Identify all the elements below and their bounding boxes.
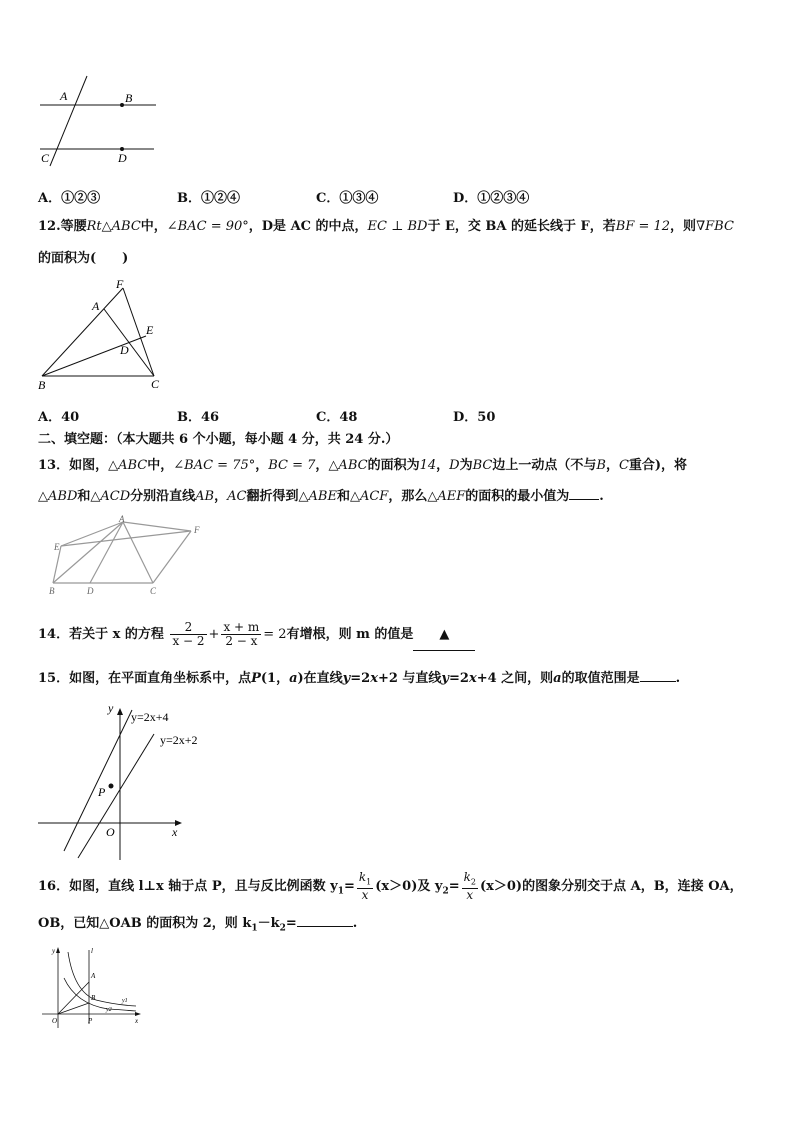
q16-answer-blank[interactable]	[297, 926, 353, 927]
curve-y1-label: y1	[122, 998, 128, 1004]
label-A: A	[119, 514, 125, 524]
q15-m4: x	[370, 671, 378, 686]
q13-t9: ，	[605, 458, 619, 473]
q15-m2: a	[289, 671, 298, 686]
q13-m3: BC = 7	[268, 458, 316, 473]
q11-option-c[interactable]: C．①③④	[316, 191, 379, 206]
q13-t15: 和	[336, 489, 350, 504]
triangle-icon: ▲	[439, 627, 450, 642]
q14-f2-num: x + m	[223, 620, 260, 634]
q16-line2	[38, 915, 357, 938]
q13-line2	[38, 488, 604, 506]
label-B: B	[38, 378, 46, 392]
axis-x-label: x	[135, 1017, 139, 1025]
point-B-label: B	[91, 994, 96, 1002]
q15-t6: =2	[448, 671, 469, 686]
q14-answer-blank[interactable]	[413, 620, 475, 651]
q14-fraction-1	[170, 621, 206, 648]
q16-period: .	[352, 916, 358, 931]
q16-eq1: =	[343, 879, 355, 894]
q12-math-1: Rt△ABC	[86, 219, 141, 234]
line-l-label: l	[91, 947, 93, 955]
point-A-label: A	[91, 972, 96, 980]
label-C: C	[151, 377, 160, 391]
origin-label: O	[52, 1017, 58, 1025]
q12-figure	[34, 276, 168, 396]
q15-t5: +2 与直线	[377, 671, 442, 686]
q15-answer-blank[interactable]	[640, 681, 676, 682]
q13-t2: 中，	[147, 458, 174, 473]
q13-m15: △ACF	[349, 489, 389, 504]
label-D: D	[87, 586, 94, 596]
origin-label: O	[106, 825, 115, 839]
q16-k1: k	[358, 869, 367, 884]
q11-option-b[interactable]: B．①②④	[177, 191, 240, 206]
q15-t8: 的取值范围是	[561, 671, 640, 686]
q13-t11: 和	[77, 489, 91, 504]
q16-t4: OB，已知△OAB 的面积为 2，则 k	[38, 916, 252, 931]
q14-f1-num: 2	[170, 621, 206, 635]
line2-label: y=2x+2	[160, 733, 198, 747]
label-B: B	[49, 586, 55, 596]
line1-label: y=2x+4	[131, 710, 169, 724]
q13-t6: ，	[436, 458, 450, 473]
q12-text-c: ，D是 AC 的中点，	[248, 219, 368, 234]
q13-t1: 13．如图，	[38, 458, 109, 473]
q15-m7: a	[553, 671, 562, 686]
q13-t8: 边上一动点（不与	[492, 458, 597, 473]
q14-text-a: 14．若关于 x 的方程	[38, 627, 164, 642]
q13-answer-blank[interactable]	[569, 499, 599, 500]
q15-m1: P	[251, 671, 261, 686]
q16-t2: (x＞0)及 y	[375, 879, 443, 894]
q14-plus: +	[208, 627, 220, 642]
q13-m8: B	[596, 458, 606, 473]
label-A: A	[60, 89, 68, 103]
q15-t3: )在直线	[297, 671, 343, 686]
q12-text-e: ，则	[670, 219, 697, 234]
q13-t4: ，	[315, 458, 329, 473]
q12-text-d: 于 E，交 BA 的延长线于 F，若	[427, 219, 616, 234]
q11-figure	[36, 72, 160, 168]
q12-option-b[interactable]: B．46	[177, 410, 220, 425]
q11-option-a[interactable]: A．①②③	[38, 191, 101, 206]
label-E: E	[54, 542, 60, 552]
q12-math-5: ∇FBC	[696, 219, 734, 234]
q13-t7: 为	[459, 458, 473, 473]
label-D: D	[120, 343, 129, 357]
q15-figure	[34, 698, 220, 864]
q13-m6: D	[449, 458, 460, 473]
q14-fraction-2	[221, 621, 261, 648]
q13-m16: AEF	[437, 489, 466, 504]
q13-m14: △ABE	[298, 489, 337, 504]
q13-figure	[45, 512, 215, 598]
q15-line	[38, 670, 680, 688]
q16-k2: k	[463, 869, 471, 884]
axis-y-label: y	[108, 701, 114, 715]
q15-t7: +4 之间，则	[476, 671, 554, 686]
q13-t14: 翻折得到	[246, 489, 299, 504]
q13-t13: ，	[214, 489, 228, 504]
q12-option-d[interactable]: D．50	[453, 410, 496, 425]
q11-option-d[interactable]: D．①②③④	[453, 191, 530, 206]
q13-m13: AC	[227, 489, 247, 504]
label-A: A	[92, 299, 100, 313]
curve-y2-label: y2	[106, 1007, 112, 1013]
q13-m5: 14	[419, 458, 437, 473]
q15-m3: y	[342, 671, 351, 686]
label-F: F	[116, 277, 124, 291]
q16-s2: 2	[279, 923, 286, 934]
q14-f2-den: 2 − x	[225, 634, 258, 648]
q13-t12: 分别沿直线	[130, 489, 196, 504]
label-F: F	[194, 525, 200, 535]
q15-m6: x	[468, 671, 477, 686]
q13-m7: BC	[472, 458, 493, 473]
q13-m2: ∠BAC = 75°	[173, 458, 256, 473]
q13-m12: AB	[195, 489, 215, 504]
q14-eq: = 2	[263, 627, 287, 642]
q13-m10: △ABD	[38, 489, 78, 504]
q16-sub1: 1	[337, 886, 344, 897]
label-B: B	[125, 91, 133, 105]
q15-t1: 15．如图，在平面直角坐标系中，点	[38, 671, 252, 686]
label-D: D	[118, 151, 127, 165]
q16-fraction-2	[462, 871, 478, 902]
axis-y-label: y	[52, 947, 56, 955]
point-P-label: P	[98, 785, 106, 799]
q13-m9: C	[618, 458, 629, 473]
section-heading: 二、填空题：（本大题共 6 个小题，每小题 4 分，共 24 分.）	[38, 432, 399, 447]
q16-line1	[38, 870, 743, 909]
q16-xden2: x	[466, 888, 474, 903]
q16-s1: 1	[251, 923, 258, 934]
q16-xden1: x	[361, 888, 369, 903]
q12-text-a: 12.等腰	[38, 219, 87, 234]
q13-t16: ，那么△	[388, 489, 438, 504]
q16-fraction-1	[357, 871, 373, 902]
label-E: E	[146, 323, 154, 337]
q16-minus: －k	[257, 916, 280, 931]
q15-period: .	[675, 671, 681, 686]
q12-line2: 的面积为( )	[38, 251, 129, 266]
q16-k1sub: 1	[366, 877, 372, 887]
q15-t2: (1，	[260, 671, 290, 686]
q13-t5: 的面积为	[367, 458, 420, 473]
q12-math-4: BF = 12	[615, 219, 671, 234]
q12-math-2: ∠BAC = 90°	[166, 219, 249, 234]
q16-k2sub: 2	[470, 877, 476, 887]
label-C: C	[41, 151, 50, 165]
q12-option-c[interactable]: C．48	[316, 410, 358, 425]
q16-sub2: 2	[442, 886, 449, 897]
point-P-label: P	[88, 1017, 93, 1025]
q16-t3: (x＞0)的图象分别交于点 A，B，连接 OA，	[479, 879, 743, 894]
q14-line	[38, 620, 475, 651]
q13-m11: △ACD	[90, 489, 131, 504]
q12-math-3: EC ⊥ BD	[367, 219, 428, 234]
q16-eq3: =	[285, 916, 297, 931]
q15-m5: y	[441, 671, 449, 686]
label-C: C	[150, 586, 157, 596]
q13-period: .	[599, 489, 604, 504]
q13-m4: △ABC	[328, 458, 368, 473]
q16-figure	[38, 940, 146, 1032]
q14-f1-den: x − 2	[172, 634, 205, 648]
q13-t17: 的面积的最小值为	[465, 489, 570, 504]
q14-text-b: 有增根，则 m 的值是	[286, 627, 414, 642]
q13-line1	[38, 457, 687, 475]
q16-t1: 16．如图，直线 l⊥x 轴于点 P，且与反比例函数 y	[38, 879, 338, 894]
q13-t3: ，	[255, 458, 269, 473]
q15-t4: =2	[350, 671, 371, 686]
axis-x-label: x	[172, 825, 178, 839]
q13-m1: △ABC	[108, 458, 148, 473]
q12-line1	[38, 218, 734, 236]
q16-eq2: =	[448, 879, 460, 894]
q12-option-a[interactable]: A．40	[38, 410, 80, 425]
q13-t10: 重合)，将	[628, 458, 688, 473]
q12-text-b: 中，	[140, 219, 167, 234]
